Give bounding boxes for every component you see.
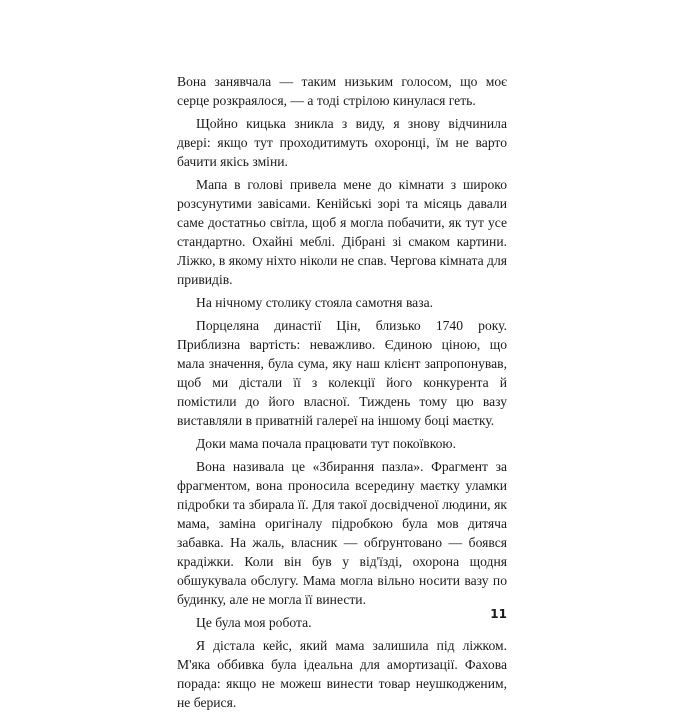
page-number: 11 — [490, 607, 507, 621]
paragraph: Я дістала кейс, який мама залишила під ліжком. М'яка оббивка була ідеальна для амортизації. Фахова порада: якщо не можеш винести товар неушкодженим, не берися. — [177, 638, 507, 710]
paragraph: На нічному столику стояла самотня ваза. — [196, 295, 434, 310]
paragraph: Доки мама почала працювати тут покоївкою. — [196, 436, 456, 451]
paragraph: Вона занявчала — таким низьким голосом, що моє серце розкраялося, — а тоді стрілою кинулася геть. — [177, 74, 507, 108]
paragraph: Це була моя робота. — [196, 615, 312, 630]
body-text — [177, 72, 507, 716]
paragraph: Вона називала це «Збирання пазла». Фрагмент за фрагментом, вона проносила всередину маєтку уламки підробки та збирала її. Для такої досвідченої людини, як мама, заміна оригіналу підробкою була мов дитяча забавка. На жаль, власник — обґрунтовано — боявся крадіжки. Коли він був у від'їзді, охорона щодня обшукувала обслугу. Мама могла вільно носити вазу по будинку, але не могла її винести. — [177, 459, 507, 607]
paragraph: Щойно кицька зникла з виду, я знову відчинила двері: якщо тут проходитимуть охоронці, їм не варто бачити якісь зміни. — [177, 116, 507, 169]
paragraph: Порцеляна династії Цін, близько 1740 року. Приблизна вартість: неважливо. Єдиною ціною, що мала значення, була сума, яку наш клієнт запропонував, щоб ми дістали її з колекції його конкурента й помістили до його власної. Тиждень тому цю вазу виставляли в приватній галереї на іншому боці маєтку. — [177, 318, 507, 428]
paragraph: Мапа в голові привела мене до кімнати з широко розсунутими завісами. Кенійські зорі та місяць давали саме достатньо світла, щоб я могла побачити, як тут усе стандартно. Охайні меблі. Дібрані зі смаком картини. Ліжко, в якому ніхто ніколи не спав. Чергова кімната для привидів. — [177, 177, 507, 287]
